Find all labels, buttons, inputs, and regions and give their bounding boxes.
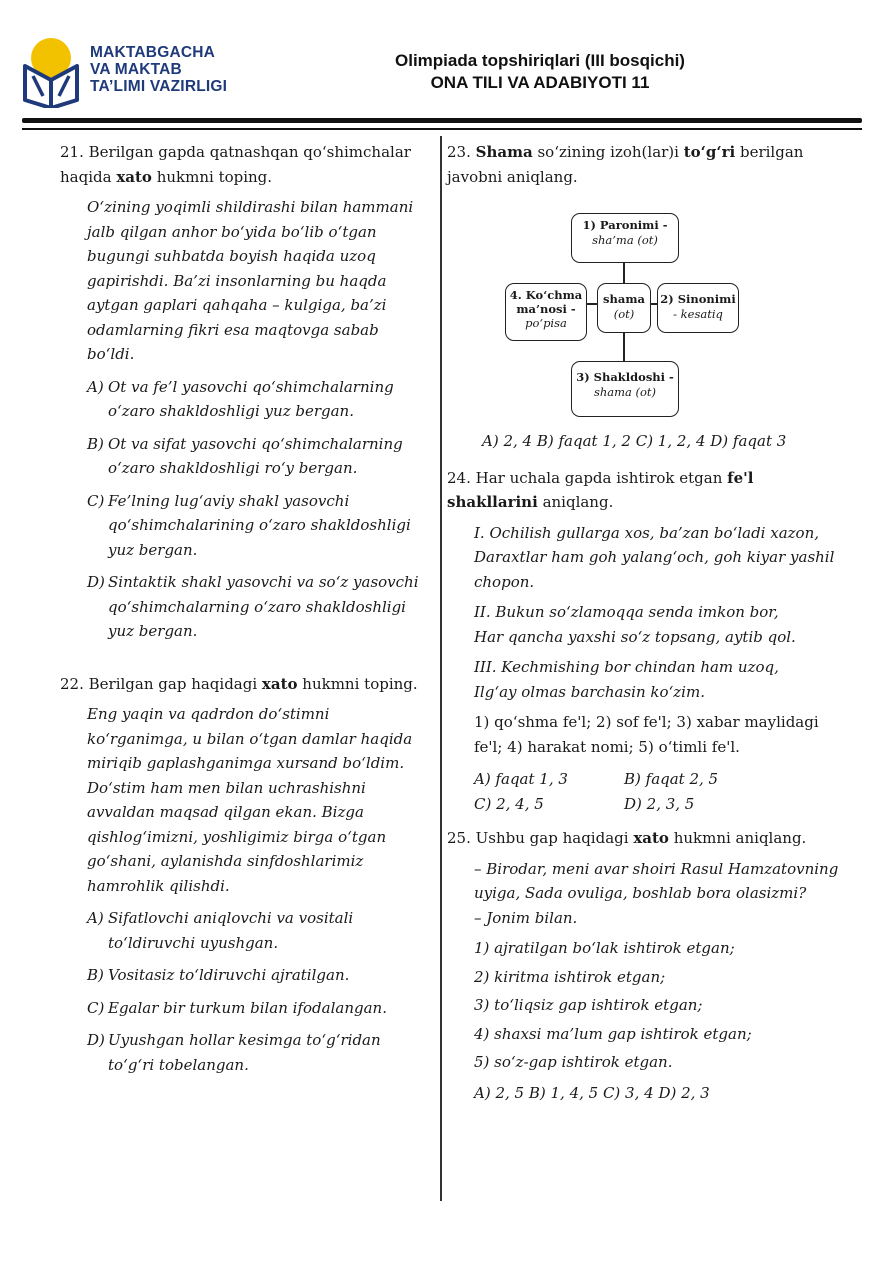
question-number: 21.	[60, 143, 84, 161]
answer-c[interactable]: C) 2, 4, 5	[474, 794, 544, 813]
poem-line: Daraxtlar ham goh yalang‘och, goh kiyar yashil chopon.	[474, 548, 835, 591]
question-number: 25.	[447, 829, 471, 847]
box-title: 2) Sinonimi	[660, 292, 736, 306]
question-25-answers[interactable]: A) 2, 5 B) 1, 4, 5 C) 3, 4 D) 2, 3	[474, 1083, 710, 1102]
answer-a[interactable]: A) faqat 1, 3	[474, 770, 568, 788]
option-text: Uyushgan hollar kesimga to‘g‘ridan to‘g‘ri tobelangan.	[108, 1031, 381, 1074]
option-letter: C)	[87, 491, 105, 510]
stem-bold: xato	[116, 167, 152, 186]
list-item: 3) to‘liqsiz gap ishtirok etgan;	[474, 996, 703, 1014]
question-24-list: 1) qo‘shma fe'l; 2) sof fe'l; 3) xabar maylidagi fe'l; 4) harakat nomi; 5) o‘timli fe'l.	[474, 713, 819, 756]
question-24-answers	[447, 767, 847, 816]
diagram-box-homonym	[571, 361, 679, 417]
stem-bold: to‘g‘ri	[683, 143, 736, 161]
option-a[interactable]	[60, 906, 430, 955]
option-text: Egalar bir turkum bilan ifodalangan.	[108, 998, 387, 1017]
option-a[interactable]	[60, 375, 430, 424]
box-title: ma’nosi -	[516, 302, 576, 316]
ministry-name	[90, 44, 227, 95]
stem-text: berilgan javobni aniqlang.	[447, 143, 804, 186]
stem-bold: xato	[261, 674, 298, 693]
title-line-2: ONA TILI VA ADABIYOTI 11	[430, 73, 650, 92]
question-23	[447, 140, 847, 454]
option-c[interactable]	[60, 489, 430, 563]
question-number: 22.	[60, 674, 84, 693]
diagram-box-figurative	[505, 283, 587, 341]
question-22	[60, 672, 430, 1078]
option-b[interactable]	[60, 432, 430, 481]
option-text: Fe’lning lug‘aviy shakl yasovchi qo‘shimchalarining o‘zaro shakldoshligi yuz bergan.	[108, 491, 411, 559]
left-column	[60, 140, 430, 1077]
diagram-box-synonym	[657, 283, 739, 333]
poem-line: III. Kechmishing bor chindan ham uzoq,	[474, 658, 779, 676]
list-item: 2) kiritma ishtirok etgan;	[474, 967, 666, 986]
poem-3	[447, 655, 847, 704]
option-text: Sintaktik shakl yasovchi va so‘z yasovchi qo‘shimchalarning o‘zaro shakldoshligi yuz bergan.	[108, 573, 419, 640]
stem-bold: fe'l shakllarini	[447, 468, 754, 511]
poem-line: Har qancha yaxshi so‘z topsang, aytib qol.	[474, 627, 796, 646]
logo-line-2: VA MAKTAB	[90, 61, 182, 78]
question-number: 24.	[447, 468, 471, 487]
option-b[interactable]	[60, 963, 430, 988]
question-21-passage: O‘zining yoqimli shildirashi bilan hammani jalb qilgan anhor bo‘yida bo‘lib o‘tgan bugungi suhbatda boyish haqida uzoq gapirishdi. Ba’zi insonlarning bu haqda aytgan gaplari qahqaha – kulgiga, ba’zi odamlarning fikri esa maqtovga sabab bo‘ldi.	[87, 198, 414, 363]
question-22-passage: Eng yaqin va qadrdon do‘stimni ko‘rganimga, u bilan o‘tgan damlar haqida miriqib gaplashganimga xursand bo‘ldim. Do‘stim ham men bilan uchrashishni avvaldan maqsad qilgan ekan. Bizga qishlog‘imizni, yoshligimiz birga o‘tgan go‘shani, aylanishda sinfdoshlarimiz hamrohlik qilishdi.	[87, 705, 413, 895]
word-diagram	[499, 203, 819, 423]
poem-line: Ilg‘ay olmas barchasin ko‘zim.	[474, 682, 705, 701]
question-number: 23.	[447, 143, 471, 161]
option-letter: D)	[87, 573, 105, 591]
option-d[interactable]	[60, 1028, 430, 1077]
question-22-stem	[60, 672, 430, 697]
box-title: shama	[603, 292, 645, 306]
option-letter: D)	[87, 1031, 105, 1049]
option-d[interactable]	[60, 570, 430, 644]
option-letter: B)	[87, 966, 104, 984]
option-letter: A)	[87, 909, 104, 927]
answer-d[interactable]: D) 2, 3, 5	[624, 794, 695, 813]
poem-2	[447, 600, 847, 649]
box-sub: sha’ma (ot)	[592, 233, 658, 247]
list-item: 4) shaxsi ma’lum gap ishtirok etgan;	[474, 1024, 752, 1043]
stem-bold: Shama	[475, 143, 533, 161]
option-text: Sifatlovchi aniqlovchi va vositali to‘ldiruvchi uyushgan.	[108, 909, 354, 952]
stem-text: Ushbu gap haqidagi	[475, 829, 634, 847]
stem-text: Har uchala gapda ishtirok etgan	[475, 468, 728, 487]
box-sub: po‘pisa	[525, 316, 567, 330]
option-c[interactable]	[60, 996, 430, 1021]
stem-text: Berilgan gap haqidagi	[88, 674, 262, 693]
option-letter: B)	[87, 434, 104, 453]
question-21-stem	[60, 140, 430, 189]
question-24	[447, 466, 847, 817]
diagram-box-paronym	[571, 213, 679, 263]
list-item: 5) so‘z-gap ishtirok etgan.	[474, 1053, 673, 1071]
option-text: Ot va fe’l yasovchi qo‘shimchalarning o‘zaro shakldoshligi yuz bergan.	[108, 377, 394, 420]
question-21	[60, 140, 430, 644]
question-25-items	[447, 936, 847, 1075]
list-item: 1) ajratilgan bo‘lak ishtirok etgan;	[474, 939, 735, 957]
box-sub: shama (ot)	[593, 385, 657, 399]
question-24-stem	[447, 466, 847, 515]
box-title: 1) Paronimi -	[582, 218, 668, 232]
box-sub: (ot)	[613, 307, 635, 321]
dialog-line-2: – Jonim bilan.	[474, 908, 578, 927]
option-letter: C)	[87, 998, 105, 1017]
diagram-box-center	[597, 283, 651, 333]
stem-bold: xato	[633, 829, 669, 847]
box-title: 4. Ko‘chma	[509, 288, 583, 302]
question-23-answers[interactable]: A) 2, 4 B) faqat 1, 2 C) 1, 2, 4 D) faqat 3	[482, 432, 787, 450]
header-rule-thin	[22, 128, 862, 130]
stem-text: hukmni toping.	[151, 167, 273, 186]
question-25	[447, 826, 847, 1105]
right-column	[447, 140, 847, 1105]
question-25-stem	[447, 826, 847, 851]
stem-text: so‘zining izoh(lar)i	[532, 143, 684, 161]
question-23-stem	[447, 140, 847, 189]
logo-line-1: MAKTABGACHA	[90, 44, 216, 61]
page-header	[0, 0, 885, 120]
page-title	[300, 50, 780, 94]
option-text: Vositasiz to‘ldiruvchi ajratilgan.	[108, 966, 350, 984]
title-line-1: Olimpiada topshiriqlari (III bosqichi)	[395, 51, 685, 70]
dialog-line-1: – Birodar, meni avar shoiri Rasul Hamzatovning uyiga, Sada ovuliga, boshlab bora olasizmi?	[474, 859, 839, 902]
stem-text: hukmni aniqlang.	[668, 829, 807, 847]
column-divider	[440, 136, 442, 1201]
stem-text: Berilgan gapda qatnashqan qo‘shimchalar haqida	[60, 143, 411, 186]
poem-line: I. Ochilish gullarga xos, ba’zan bo‘ladi xazon,	[474, 523, 820, 542]
header-rule-thick	[22, 118, 862, 123]
box-sub: - kesatiq	[673, 307, 723, 321]
option-letter: A)	[87, 377, 104, 396]
stem-text: aniqlang.	[537, 493, 614, 511]
poem-line: II. Bukun so‘zlamoqqa senda imkon bor,	[474, 603, 779, 621]
logo-line-3: TA’LIMI VAZIRLIGI	[90, 78, 228, 95]
option-text: Ot va sifat yasovchi qo‘shimchalarning o‘zaro shakldoshligi ro‘y bergan.	[108, 434, 403, 477]
answer-b[interactable]: B) faqat 2, 5	[624, 770, 719, 788]
box-title: 3) Shakldoshi -	[576, 370, 674, 384]
ministry-logo-icon	[20, 36, 82, 108]
poem-1	[447, 521, 847, 595]
stem-text: hukmni toping.	[297, 674, 418, 693]
